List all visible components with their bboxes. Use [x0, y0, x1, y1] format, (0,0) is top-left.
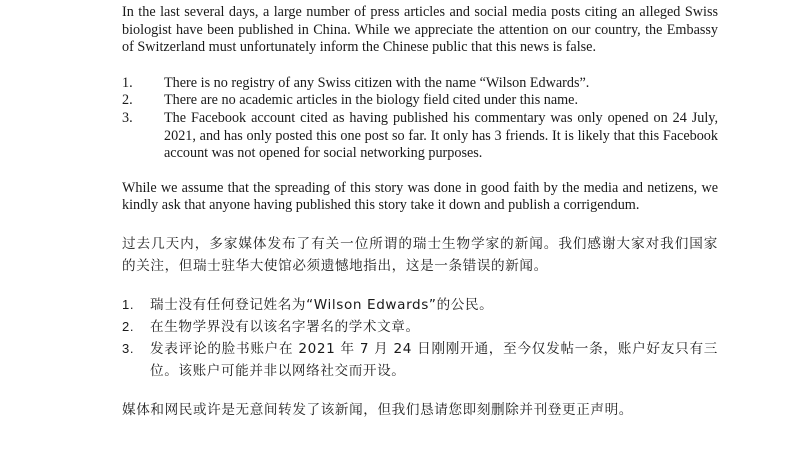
chinese-intro-paragraph: 过去几天内，多家媒体发布了有关一位所谓的瑞士生物学家的新闻。我们感谢大家对我们国家的关注，但瑞士驻华大使馆必须遗憾地指出，这是一条错误的新闻。: [122, 235, 718, 274]
chinese-point-3-text: 发表评论的脸书账户在 2021 年 7 月 24 日刚刚开通，至今仅发帖一条，账户好友只有三位。该账户可能并非以网络社交而开设。: [150, 340, 718, 379]
chinese-points-list: [122, 294, 718, 382]
english-point-1: [122, 75, 718, 93]
chinese-closing-paragraph: 媒体和网民或许是无意间转发了该新闻，但我们恳请您即刻删除并刊登更正声明。: [122, 401, 633, 418]
chinese-point-3-number: 3.: [122, 340, 135, 356]
chinese-point-1-text: 瑞士没有任何登记姓名为“Wilson Edwards”的公民。: [150, 296, 494, 313]
english-point-3: [122, 110, 718, 163]
chinese-point-2-text: 在生物学界没有以该名字署名的学术文章。: [150, 318, 420, 335]
english-point-3-text: The Facebook account cited as having published his commentary was only opened on 24 July, 2021, and has only posted this one post so far. It only has 3 friends. It is likely that this Facebook account was not opened for social networking purposes.: [164, 109, 718, 162]
english-points-list: [122, 75, 718, 163]
chinese-point-3: [122, 338, 718, 382]
english-point-3-number: 3.: [122, 109, 133, 126]
chinese-point-1-number: 1.: [122, 296, 135, 312]
statement-document: [122, 4, 718, 421]
chinese-point-2-number: 2.: [122, 318, 135, 334]
chinese-point-1: [122, 294, 718, 316]
english-intro-paragraph: In the last several days, a large number of press articles and social media posts citing an alleged Swiss biologist have been published in China. While we appreciate the attention on our country, the Embassy of Switzerland must unfortunately inform the Chinese public that this news is false.: [122, 4, 718, 56]
english-point-1-text: There is no registry of any Swiss citizen with the name “Wilson Edwards”.: [164, 74, 590, 91]
english-point-1-number: 1.: [122, 74, 133, 91]
english-point-2-text: There are no academic articles in the biology field cited under this name.: [164, 92, 579, 109]
english-point-2: [122, 92, 718, 110]
english-closing-paragraph: While we assume that the spreading of this story was done in good faith by the media and netizens, we kindly ask that anyone having published this story take it down and publish a corrigendum.: [122, 179, 718, 214]
english-point-2-number: 2.: [122, 92, 133, 109]
chinese-point-2: [122, 316, 718, 338]
